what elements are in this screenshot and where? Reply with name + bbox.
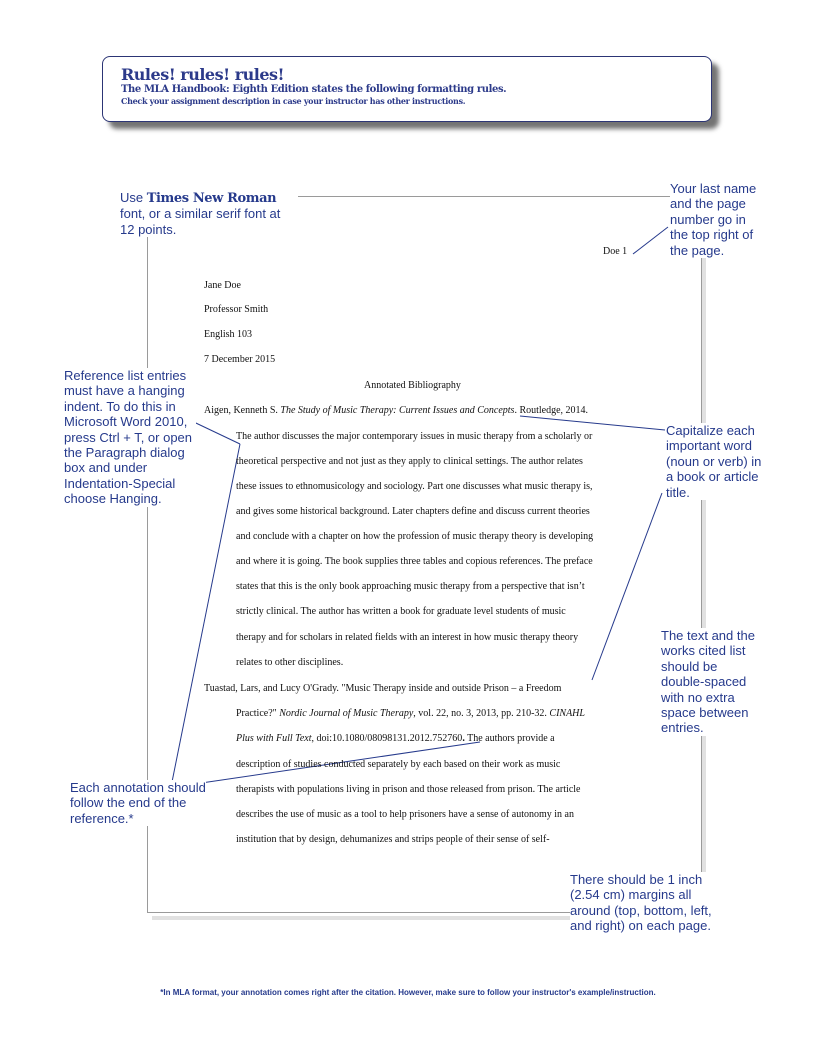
entry2-line3-c: The authors provide a	[464, 733, 555, 744]
note-hanging-indent: Reference list entries must have a hanging indent. To do this in Microsoft Word 2010, press Ctrl + T, or open the Paragraph dialog box and under Indentation-Special choose Hanging.	[64, 368, 196, 507]
note-last-name: Your last name and the page number go in the top right of the page.	[670, 181, 766, 258]
entry1-citation	[204, 405, 588, 417]
entry1-annotation-line: theoretical perspective and not just as they apply to clinical settings. The author relates	[236, 456, 583, 467]
entry2-annotation-line: description of studies conducted separately by each based on their work as music	[236, 759, 561, 770]
doc-date: 7 December 2015	[204, 354, 276, 365]
entry2-line1: Tuastad, Lars, and Lucy O'Grady. "Music Therapy inside and outside Prison – a Freedom	[204, 683, 562, 694]
entry2-doi: , doi:10.1080/08098131.2012.752760	[311, 733, 463, 744]
entry1-annotation-line: these issues to ethnomusicology and sociology. Part one discusses what music therapy is,	[236, 481, 593, 492]
banner-note: Check your assignment description in case your instructor has other instructions.	[121, 96, 466, 106]
entry2-line3	[236, 733, 555, 745]
connector-page-number	[633, 227, 668, 254]
entry2-doi-period: .	[462, 733, 465, 744]
entry1-annotation-line: The author discusses the major contemporary issues in music therapy from a scholarly or	[236, 431, 593, 442]
entry2-line2-b: , vol. 22, no. 3, 2013, pp. 210-32.	[413, 708, 550, 719]
note-font-name: Times New Roman	[146, 191, 277, 206]
note-double-spaced: The text and the works cited list should be double-spaced with no extra space between entries.	[661, 628, 761, 736]
entry1-annotation-line: and where it is going. The book supplies three tables and copious references. The preface	[236, 556, 593, 567]
entry1-annotation-line: strictly clinical. The author has written a book for graduate level students of music	[236, 606, 566, 617]
doc-course: English 103	[204, 329, 253, 340]
entry2-annotation-line: describes the use of music as a tool to help prisoners have a sense of autonomy in an	[236, 809, 574, 820]
connector-capitalize-2	[592, 493, 662, 680]
entry2-annotation-line: therapists with populations living in prison and those released from prison. The article	[236, 784, 581, 795]
doc-header: Doe 1	[603, 246, 628, 257]
doc-author: Jane Doe	[204, 280, 241, 291]
doc-title: Annotated Bibliography	[364, 380, 461, 391]
footnote: *In MLA format, your annotation comes right after the citation. However, make sure to follow your instructor's example/instruction.	[160, 988, 656, 997]
entry1-annotation-line: states that this is the only book approaching music therapy from a perspective that isn’t	[236, 581, 585, 592]
note-font	[120, 190, 298, 237]
entry1-author: Aigen, Kenneth S.	[204, 405, 281, 416]
entry2-line2-a: Practice?"	[236, 708, 280, 719]
entry2-journal: Nordic Journal of Music Therapy	[279, 708, 414, 719]
entry2-database-cont: Plus with Full Text	[236, 733, 312, 744]
entry2-line2	[236, 708, 585, 720]
entry2-database: CINAHL	[549, 708, 585, 719]
entry2-annotation-line: institution that by design, dehumanizes and strips people of their sense of self-	[236, 834, 550, 845]
banner-title: Rules! rules! rules!	[121, 65, 285, 84]
connector-capitalize-1	[520, 416, 665, 430]
note-each-annotation: Each annotation should follow the end of the reference.*	[70, 780, 206, 826]
entry1-annotation-line: relates to other disciplines.	[236, 657, 344, 668]
entry1-annotation-line: and gives some historical background. Later chapters define and discuss current theories	[236, 506, 590, 517]
note-capitalize: Capitalize each important word (noun or verb) in a book or article title.	[666, 423, 762, 500]
entry1-book-title: The Study of Music Therapy: Current Issues and Concepts	[280, 405, 515, 416]
note-font-rest: font, or a similar serif font at 12 points.	[120, 206, 281, 237]
note-margins: There should be 1 inch (2.54 cm) margins all around (top, bottom, left, and right) on each page.	[570, 872, 716, 934]
doc-professor: Professor Smith	[204, 304, 269, 315]
entry1-annotation-line: and conclude with a chapter on how the profession of music therapy theory is developing	[236, 531, 594, 542]
entry1-rest: . Routledge, 2014.	[514, 405, 589, 416]
note-font-prefix: Use	[120, 190, 147, 205]
entry1-annotation-line: therapy and for scholars in related fields with an interest in how music therapy theory	[236, 632, 579, 643]
banner-subtitle: The MLA Handbook: Eighth Edition states the following formatting rules.	[121, 84, 507, 95]
